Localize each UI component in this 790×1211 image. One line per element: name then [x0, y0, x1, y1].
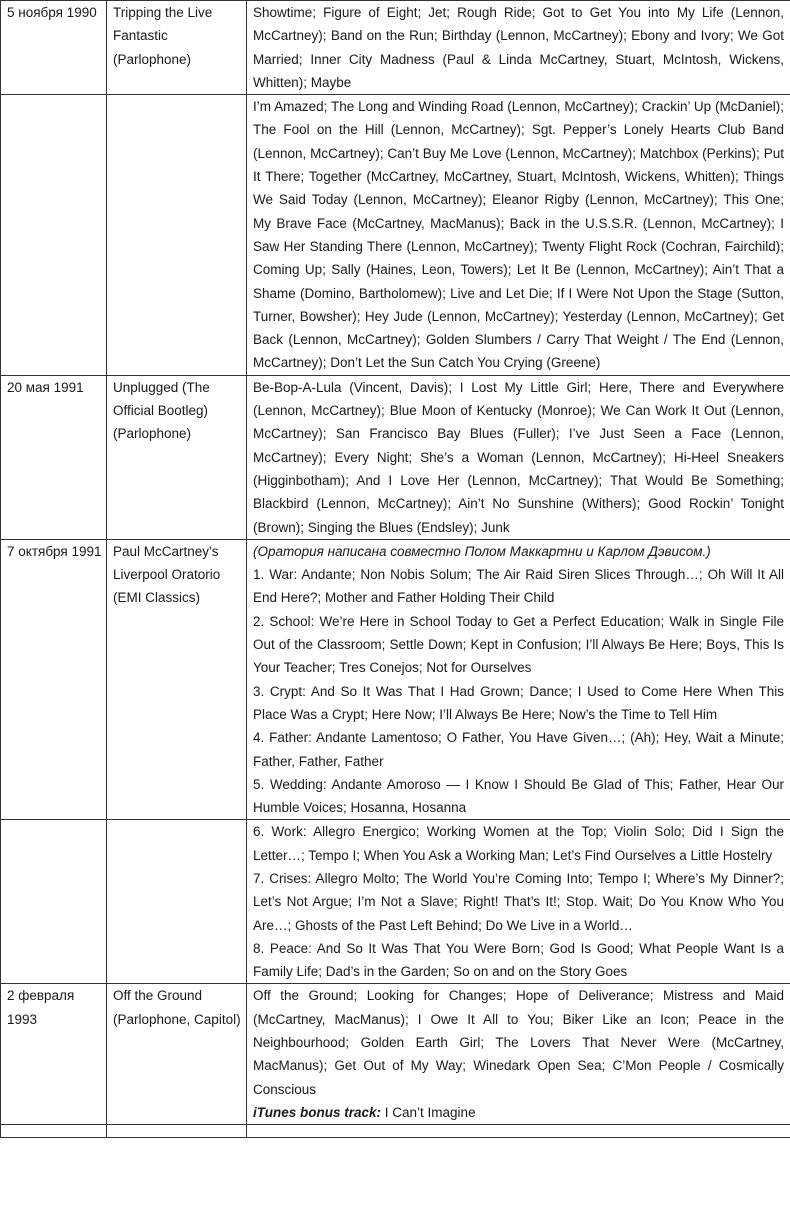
- bonus-track-value: I Can’t Imagine: [381, 1104, 476, 1120]
- bonus-track-label: iTunes bonus track:: [253, 1104, 382, 1120]
- album-title: [107, 95, 247, 376]
- release-date: [1, 820, 107, 984]
- table-row: [1, 95, 790, 376]
- oratorio-part: 4. Father: Andante Lamentoso; O Father, You Have Given…; (Ah); Hey, Wait a Minute; Father, Father, Father: [253, 730, 784, 769]
- release-date: 7 октября 1991: [1, 539, 107, 820]
- track-list: [247, 539, 790, 820]
- track-list: I’m Amazed; The Long and Winding Road (Lennon, McCartney); Crackin’ Up (McDaniel); The Fool on the Hill (Lennon, McCartney); Sgt. Pepper’s Lonely Hearts Club Band (Lennon, McCartney); Can’t Buy Me Love (Lennon, McCartney); Matchbox (Perkins); Put It There; Together (McCartney, McCartney, Stuart, McIntosh, Wickens, Whitten); Things We Said Today (Lennon, McCartney); Eleanor Rigby (Lennon, McCartney); This One; My Brave Face (McCartney, MacManus); Back in the U.S.S.R. (Lennon, McCartney); I Saw Her Standing There (Lennon, McCartney); Twenty Flight Rock (Cochran, Fairchild); Coming Up; Sally (Haines, Leon, Towers); Let It Be (Lennon, McCartney); Ain’t That a Shame (Domino, Bartholomew); Live and Let Die; If I Were Not Upon the Stage (Sutton, Turner, Bowsher); Hey Jude (Lennon, McCartney); Yesterday (Lennon, McCartney); Get Back (Lennon, McCartney); Golden Slumbers / Carry That Weight / The End (Lennon, McCartney); Don’t Let the Sun Catch You Crying (Greene): [247, 95, 790, 376]
- release-date: 5 ноября 1990: [1, 1, 107, 95]
- oratorio-part: 1. War: Andante; Non Nobis Solum; The Air Raid Siren Slices Through…; Oh Will It All End Here?; Mother and Father Holding Their Child: [253, 567, 784, 606]
- oratorio-part: 2. School: We’re Here in School Today to Get a Perfect Education; Walk in Single File Out of the Classroom; Settle Down; Kept in Confusion; I’ll Always Be Here; Boys, This Is Your Teacher; Tres Conejos; Not for Ourselves: [253, 613, 784, 676]
- table-row: [1, 1125, 790, 1138]
- bonus-track: [253, 1101, 784, 1124]
- oratorio-part: 7. Crises: Allegro Molto; The World You’re Coming Into; Tempo I; Where’s My Dinner?; Let’s Not Argue; I’m Not a Slave; Right! That’s It!; Stop. Wait; Do You Know Who You Are…; Ghosts of the Past Left Behind; Do We Live in a World…: [253, 870, 784, 933]
- track-list: Be-Bop-A-Lula (Vincent, Davis); I Lost My Little Girl; Here, There and Everywhere (Lennon, McCartney); Blue Moon of Kentucky (Monroe); We Can Work It Out (Lennon, McCartney); San Francisco Bay Blues (Fuller); I’ve Just Seen a Face (Lennon, McCartney); Every Night; She’s a Woman (Lennon, McCartney); Hi-Heel Sneakers (Higginbotham); And I Love Her (Lennon, McCartney); That Would Be Something; Blackbird (Lennon, McCartney); Ain’t No Sunshine (Withers); Good Rockin’ Tonight (Brown); Singing the Blues (Endsley); Junk: [247, 375, 790, 539]
- table-row: [1, 1, 790, 95]
- table-row: [1, 375, 790, 539]
- release-date: 20 мая 1991: [1, 375, 107, 539]
- album-title: Off the Ground (Parlophone, Capitol): [107, 984, 247, 1125]
- album-title: Paul McCartney’s Liverpool Oratorio (EMI Classics): [107, 539, 247, 820]
- release-date: 2 февраля 1993: [1, 984, 107, 1125]
- table-row: [1, 539, 790, 820]
- oratorio-part: 8. Peace: And So It Was That You Were Born; God Is Good; What People Want Is a Family Life; Dad’s in the Garden; So on and on the Story Goes: [253, 940, 784, 980]
- track-list-text: Off the Ground; Looking for Changes; Hope of Deliverance; Mistress and Maid (McCartney, MacManus); I Owe It All to You; Biker Like an Icon; Peace in the Neighbourhood; Golden Earth Girl; The Lovers That Never Were (McCartney, MacManus); Get Out of My Way; Winedark Open Sea; C’Mon People / Cosmically Conscious: [253, 988, 784, 1097]
- table-row: [1, 820, 790, 984]
- track-list: [247, 820, 790, 984]
- track-list: [247, 984, 790, 1125]
- album-title: Tripping the Live Fantastic (Parlophone): [107, 1, 247, 95]
- table-row: [1, 984, 790, 1125]
- oratorio-note: (Оратория написана совместно Полом Маккартни и Карлом Дэвисом.): [253, 543, 711, 559]
- oratorio-part: 6. Work: Allegro Energico; Working Women at the Top; Violin Solo; Did I Sign the Letter…; Tempo I; When You Ask a Working Man; Let’s Find Ourselves a Little Hostelry: [253, 824, 784, 863]
- oratorio-part: 3. Crypt: And So It Was That I Had Grown; Dance; I Used to Come Here When This Place Was a Crypt; Here Now; I’ll Always Be Here; Now’s the Time to Tell Him: [253, 683, 784, 722]
- album-title: Unplugged (The Official Bootleg) (Parlophone): [107, 375, 247, 539]
- track-list: Showtime; Figure of Eight; Jet; Rough Ride; Got to Get You into My Life (Lennon, McCartney); Band on the Run; Birthday (Lennon, McCartney); Ebony and Ivory; We Got Married; Inner City Madness (Paul & Linda McCartney, Stuart, McIntosh, Wickens, Whitten); Maybe: [247, 1, 790, 95]
- oratorio-part: 5. Wedding: Andante Amoroso — I Know I Should Be Glad of This; Father, Hear Our Humble Voices; Hosanna, Hosanna: [253, 776, 784, 816]
- release-date: [1, 95, 107, 376]
- album-title: [107, 820, 247, 984]
